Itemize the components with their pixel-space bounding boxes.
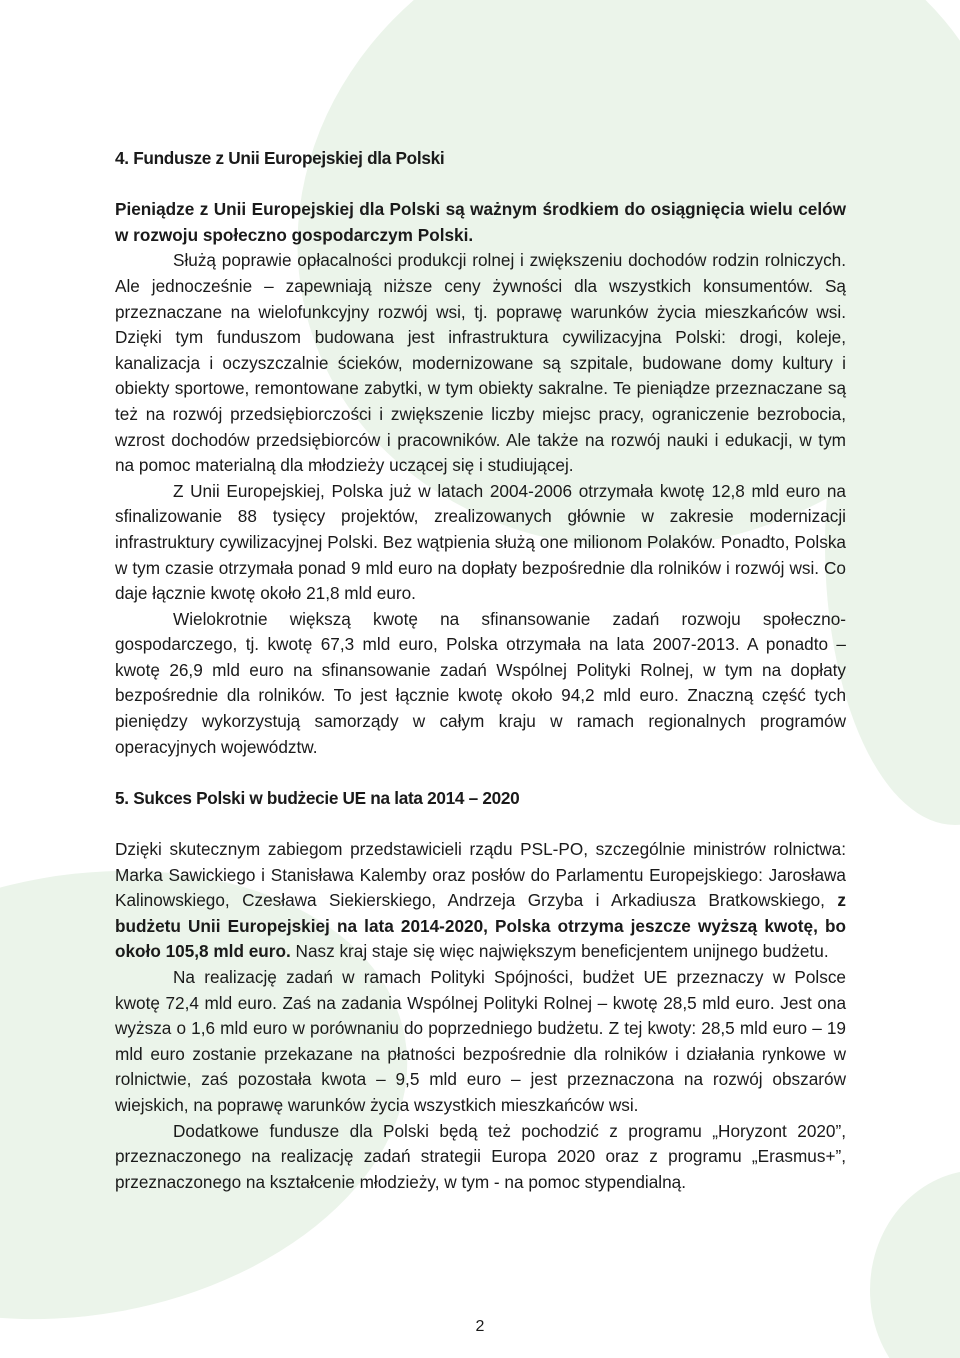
- page-number: 2: [475, 1318, 485, 1335]
- document-body: [115, 146, 846, 1195]
- section-4-lead: Pieniądze z Unii Europejskiej dla Polski są ważnym środkiem do osiągnięcia wielu celów w rozwoju społeczno gospodarczym Polski.: [115, 199, 846, 245]
- section-4-paragraph-3: Wielokrotnie większą kwotę na sfinansowanie zadań rozwoju społeczno-gospodarczego, tj. kwotę 67,3 mld euro, Polska otrzymała na lata 2007-2013. A ponadto – kwotę 26,9 mld euro na sfinansowanie zadań Wspólnej Polityki Rolnej, w tym na dopłaty bezpośrednie dla rolników. To jest łącznie kwotę około 94,2 mld euro. Znaczną część tych pieniędzy wykorzystują samorządy w całym kraju w ramach regionalnych programów operacyjnych województw.: [115, 608, 846, 757]
- section-4-paragraph-2: Z Unii Europejskiej, Polska już w latach 2004-2006 otrzymała kwotę 12,8 mld euro na sfinalizowanie 88 tysięcy projektów, zrealizowanych głównie w zakresie modernizacji infrastruktury cywilizacyjnej Polski. Bez wątpienia służą one milionom Polaków. Ponadto, Polska w tym czasie otrzymała ponad 9 mld euro na dopłaty bezpośrednie dla rolników i rozwój wsi. Co daje łącznie kwotę około 21,8 mld euro.: [115, 480, 846, 604]
- section-5-paragraph-3: Dodatkowe fundusze dla Polski będą też pochodzić z programu „Horyzont 2020”, przeznaczonego na realizację zadań strategii Europa 2020 oraz z programu „Erasmus+”, przeznaczonego na kształcenie młodzieży, w tym - na pomoc stypendialną.: [115, 1120, 846, 1192]
- section-5-paragraph-1-bold: z budżetu Unii Europejskiej na lata 2014-2020, Polska otrzyma jeszcze wyższą kwotę, bo około 105,8 mld euro.: [115, 890, 846, 962]
- section-5-paragraph-1-end: Nasz kraj staje się więc największym beneficjentem unijnego budżetu.: [290, 941, 829, 962]
- section-5-paragraph-1: [115, 837, 846, 965]
- section-5-heading: 5. Sukces Polski w budżecie UE na lata 2014 – 2020: [115, 787, 520, 808]
- section-5-paragraph-2: Na realizację zadań w ramach Polityki Spójności, budżet UE przeznaczy w Polsce kwotę 72,4 mld euro. Zaś na zadania Wspólnej Polityki Rolnej – kwotę 28,5 mld euro. Jest ona wyższa o 1,6 mld euro w porównaniu do poprzedniego budżetu. Z tej kwoty: 28,5 mld euro – 19 mld euro zostanie przekazane na płatności bezpośrednie dla rolników i działania rynkowe w rolnictwie, zaś pozostała kwota – 9,5 mld euro – jest przeznaczona na rozwój obszarów wiejskich, na poprawę warunków życia wszystkich mieszkańców wsi.: [115, 967, 846, 1115]
- section-4-heading: 4. Fundusze z Unii Europejskiej dla Polski: [115, 148, 445, 168]
- section-4-paragraph-1: Służą poprawie opłacalności produkcji rolnej i zwiększeniu dochodów rodzin rolniczych. Ale jednocześnie – zapewniają niższe ceny żywności dla wszystkich konsumentów. Są przeznaczane na wielofunkcyjny rozwój wsi, tj. poprawę warunków życia mieszkańców wsi. Dzięki tym funduszom budowana jest infrastruktura cywilizacyjna Polski: drogi, koleje, kanalizacja i oczyszczalnie ścieków, modernizowane są szpitale, budowane domy kultury i obiekty sportowe, remontowane zabytki, w tym obiekty sakralne. Te pieniądze przeznaczane są też na rozwój przedsiębiorczości i zwiększenie liczby miejsc pracy, ograniczenie bezrobocia, wzrost dochodów przedsiębiorców i pracowników. Ale także na rozwój nauki i edukacji, w tym na pomoc materialną dla młodzieży uczącej się i studiującej.: [115, 250, 846, 476]
- section-5-paragraph-1-start: Dzięki skutecznym zabiegom przedstawicieli rządu PSL-PO, szczególnie ministrów rolnictwa: Marka Sawickiego i Stanisława Kalemby oraz posłów do Parlamentu Europejskiego: Jarosława Kalinowskiego, Czesława Siekierskiego, Andrzeja Grzyba i Arkadiusza Bratkowskiego,: [115, 839, 846, 911]
